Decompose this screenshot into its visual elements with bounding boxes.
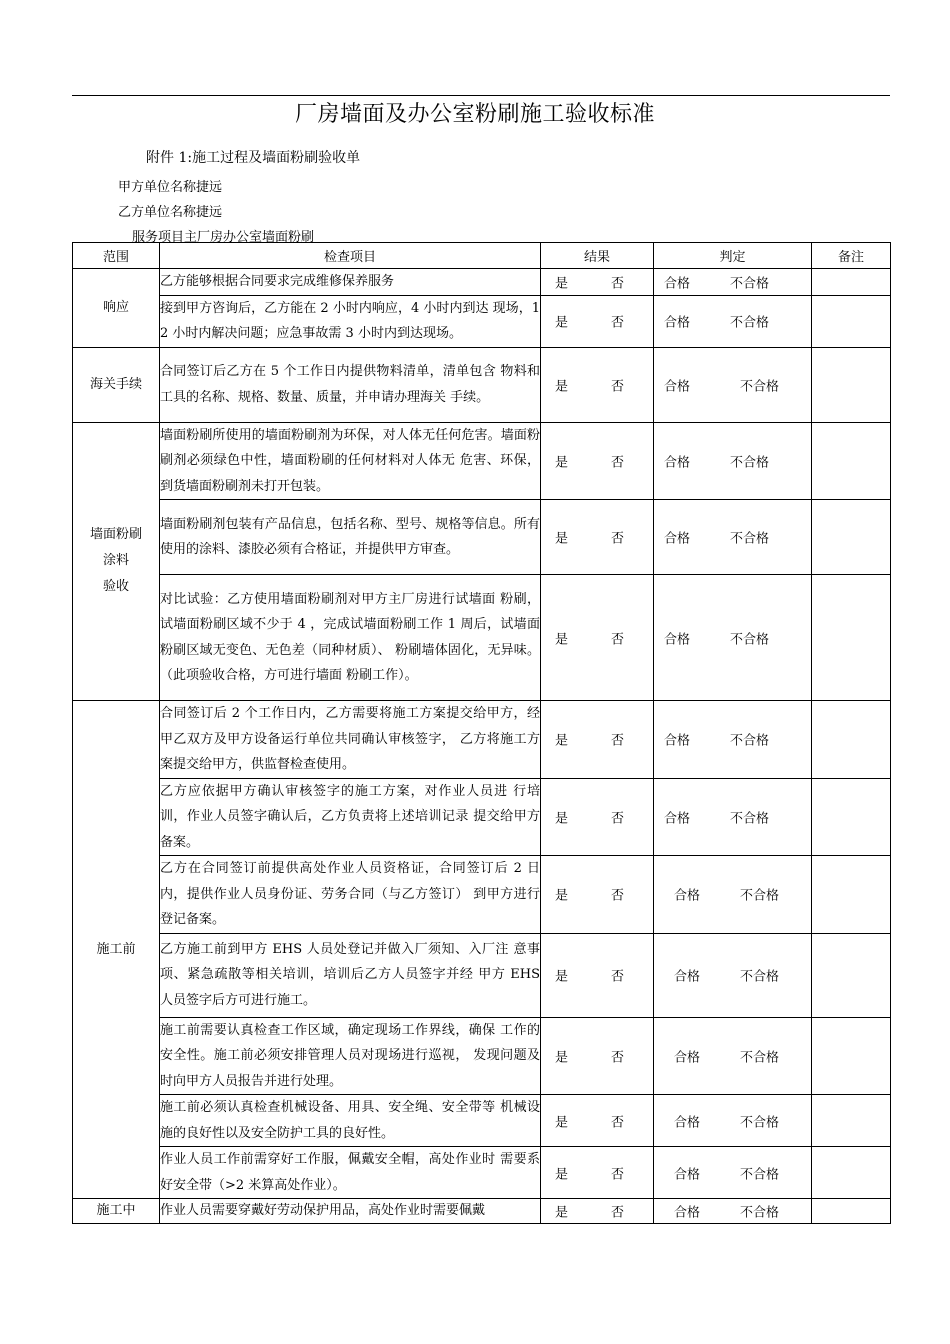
result-cell	[541, 1147, 654, 1199]
result-yes: 是	[555, 1205, 569, 1221]
result-yes: 是	[555, 455, 569, 471]
result-no: 否	[611, 733, 625, 749]
judgment-fail: 不合格	[740, 1050, 780, 1066]
check-item: 作业人员工作前需穿好工作服，佩戴安全帽，高处作业时 需要系好安全带（>2 米算高处作业）。	[160, 1147, 541, 1199]
remark-cell	[812, 500, 891, 575]
table-row	[73, 500, 891, 575]
result-cell	[541, 701, 654, 779]
result-no: 否	[611, 969, 625, 985]
scope-cell: 响应	[73, 269, 160, 348]
scope-line: 涂料	[102, 553, 129, 569]
judgment-pass: 合格	[674, 1167, 701, 1182]
table-row	[73, 295, 891, 347]
judgment-pass: 合格	[674, 1050, 701, 1066]
check-item: 接到甲方咨询后，乙方能在 2 小时内响应，4 小时内到达 现场，12 小时内解决问题；应急事故需 3 小时内到达现场。	[160, 295, 541, 347]
table-row	[73, 933, 891, 1017]
result-no: 否	[611, 888, 625, 904]
result-yes: 是	[555, 531, 569, 547]
remark-cell	[812, 1017, 891, 1095]
judgment-fail: 不合格	[730, 811, 770, 827]
judgment-fail: 不合格	[730, 276, 770, 292]
judgment-fail: 不合格	[740, 888, 780, 904]
result-yes: 是	[555, 811, 569, 827]
check-item: 墙面粉刷剂包装有产品信息，包括名称、型号、规格等信息。所有使用的涂料、漆胶必须有合格证，并提供甲方审查。	[160, 500, 541, 575]
result-yes: 是	[555, 1167, 569, 1182]
result-cell	[541, 1017, 654, 1095]
check-item: 乙方能够根据合同要求完成维修保养服务	[160, 269, 541, 296]
result-no: 否	[611, 315, 625, 331]
check-item: 合同签订后乙方在 5 个工作日内提供物料清单，清单包含 物料和工具的名称、规格、数量、质量，并申请办理海关 手续。	[160, 347, 541, 422]
result-cell	[541, 422, 654, 500]
judgment-cell	[654, 1199, 812, 1224]
result-yes: 是	[555, 276, 569, 292]
result-no: 否	[611, 1167, 625, 1182]
result-cell	[541, 778, 654, 856]
service-item-line: 服务项目主厂房办公室墙面粉刷	[132, 230, 315, 245]
check-item: 作业人员需要穿戴好劳动保护用品，高处作业时需要佩戴	[160, 1199, 541, 1224]
judgment-pass: 合格	[664, 531, 691, 547]
result-yes: 是	[555, 733, 569, 749]
judgment-fail: 不合格	[740, 1205, 780, 1221]
judgment-cell	[654, 575, 812, 701]
table-header-row	[73, 243, 891, 269]
remark-cell	[812, 1095, 891, 1147]
check-item: 对比试验：乙方使用墙面粉刷剂对甲方主厂房进行试墙面 粉刷，试墙面粉刷区域不少于 4 ，完成试墙面粉刷工作 1 周后，试墙面粉刷区域无变色、无色差（同种材质）、 粉刷墙体固化，无异味。（此项验收合格，方可进行墙面 粉刷工作）。	[160, 575, 541, 701]
judgment-pass: 合格	[674, 1115, 701, 1130]
result-no: 否	[611, 811, 625, 827]
check-item: 乙方应依据甲方确认审核签字的施工方案，对作业人员进 行培训，作业人员签字确认后，乙方负责将上述培训记录 提交给甲方备案。	[160, 778, 541, 856]
document-title: 厂房墙面及办公室粉刷施工验收标准	[294, 102, 655, 127]
remark-cell	[812, 933, 891, 1017]
judgment-fail: 不合格	[740, 969, 780, 985]
scope-cell: 施工中	[73, 1199, 160, 1224]
result-no: 否	[611, 1115, 625, 1130]
judgment-cell	[654, 347, 812, 422]
judgment-fail: 不合格	[730, 315, 770, 331]
result-cell	[541, 933, 654, 1017]
judgment-fail: 不合格	[730, 632, 770, 647]
check-item: 乙方在合同签订前提供高处作业人员资格证，合同签订后 2 日内，提供作业人员身份证、劳务合同（与乙方签订） 到甲方进行登记备案。	[160, 856, 541, 934]
result-no: 否	[611, 632, 625, 647]
judgment-cell	[654, 1095, 812, 1147]
remark-cell	[812, 1199, 891, 1224]
remark-cell	[812, 575, 891, 701]
table-row	[73, 575, 891, 701]
result-yes: 是	[555, 1050, 569, 1066]
table-row	[73, 778, 891, 856]
header-remark: 备注	[812, 243, 891, 269]
judgment-cell	[654, 1147, 812, 1199]
header-scope: 范围	[73, 243, 160, 269]
result-no: 否	[611, 276, 625, 292]
judgment-fail: 不合格	[730, 733, 770, 749]
party-b-line: 乙方单位名称捷远	[118, 205, 223, 220]
result-yes: 是	[555, 1115, 569, 1130]
judgment-pass: 合格	[664, 632, 691, 647]
scope-cell: 海关手续	[73, 347, 160, 422]
acceptance-table	[72, 242, 891, 1224]
remark-cell	[812, 269, 891, 296]
judgment-cell	[654, 422, 812, 500]
header-judgment: 判定	[654, 243, 812, 269]
judgment-cell	[654, 269, 812, 296]
table-row	[73, 269, 891, 296]
header-item: 检查项目	[160, 243, 541, 269]
judgment-pass: 合格	[674, 1205, 701, 1221]
result-cell	[541, 347, 654, 422]
judgment-cell	[654, 856, 812, 934]
judgment-pass: 合格	[674, 969, 701, 985]
judgment-pass: 合格	[664, 379, 691, 394]
check-item: 施工前需要认真检查工作区域，确定现场工作界线，确保 工作的安全性。施工前必须安排管理人员对现场进行巡视， 发现问题及时向甲方人员报告并进行处理。	[160, 1017, 541, 1095]
result-no: 否	[611, 1205, 625, 1221]
result-cell	[541, 1095, 654, 1147]
check-item: 合同签订后 2 个工作日内，乙方需要将施工方案提交给甲方，经甲乙双方及甲方设备运行单位共同确认审核签字， 乙方将施工方案提交给甲方，供监督检查使用。	[160, 701, 541, 779]
check-item: 乙方施工前到甲方 EHS 人员处登记并做入厂须知、入厂注 意事项、紧急疏散等相关培训，培训后乙方人员签字并经 甲方 EHS 人员签字后方可进行施工。	[160, 933, 541, 1017]
result-yes: 是	[555, 632, 569, 647]
judgment-cell	[654, 500, 812, 575]
judgment-cell	[654, 778, 812, 856]
judgment-pass: 合格	[664, 455, 691, 471]
judgment-cell	[654, 701, 812, 779]
result-yes: 是	[555, 969, 569, 985]
result-cell	[541, 295, 654, 347]
judgment-pass: 合格	[674, 888, 701, 904]
result-no: 否	[611, 531, 625, 547]
judgment-fail: 不合格	[740, 379, 780, 394]
remark-cell	[812, 422, 891, 500]
scope-line: 墙面粉刷	[89, 527, 142, 543]
judgment-fail: 不合格	[740, 1115, 780, 1130]
scope-cell: 施工前	[73, 701, 160, 1199]
judgment-pass: 合格	[664, 733, 691, 749]
party-a-line: 甲方单位名称捷远	[118, 180, 223, 195]
table-row	[73, 347, 891, 422]
result-yes: 是	[555, 315, 569, 331]
table-row	[73, 701, 891, 779]
table-row	[73, 1199, 891, 1224]
result-no: 否	[611, 379, 625, 394]
judgment-cell	[654, 1017, 812, 1095]
judgment-pass: 合格	[664, 276, 691, 292]
header-result: 结果	[541, 243, 654, 269]
table-row	[73, 1147, 891, 1199]
judgment-fail: 不合格	[730, 531, 770, 547]
result-no: 否	[611, 1050, 625, 1066]
result-cell	[541, 269, 654, 296]
table-row	[73, 1095, 891, 1147]
scope-cell	[73, 422, 160, 701]
judgment-cell	[654, 295, 812, 347]
judgment-pass: 合格	[664, 811, 691, 827]
check-item: 墙面粉刷所使用的墙面粉刷剂为环保，对人体无任何危害。墙面粉刷剂必须绿色中性，墙面粉刷的任何材料对人体无 危害、环保，到货墙面粉刷剂未打开包装。	[160, 422, 541, 500]
remark-cell	[812, 295, 891, 347]
remark-cell	[812, 1147, 891, 1199]
result-cell	[541, 500, 654, 575]
document-subtitle: 附件 1:施工过程及墙面粉刷验收单	[146, 150, 361, 166]
table-row	[73, 1017, 891, 1095]
judgment-fail: 不合格	[730, 455, 770, 471]
judgment-fail: 不合格	[740, 1167, 780, 1182]
table-row	[73, 422, 891, 500]
remark-cell	[812, 856, 891, 934]
result-cell	[541, 1199, 654, 1224]
result-no: 否	[611, 455, 625, 471]
remark-cell	[812, 778, 891, 856]
check-item: 施工前必须认真检查机械设备、用具、安全绳、安全带等 机械设施的良好性以及安全防护工具的良好性。	[160, 1095, 541, 1147]
result-cell	[541, 856, 654, 934]
result-cell	[541, 575, 654, 701]
judgment-cell	[654, 933, 812, 1017]
judgment-pass: 合格	[664, 315, 691, 331]
remark-cell	[812, 701, 891, 779]
result-yes: 是	[555, 379, 569, 394]
remark-cell	[812, 347, 891, 422]
table-row	[73, 856, 891, 934]
top-rule	[72, 95, 890, 96]
result-yes: 是	[555, 888, 569, 904]
scope-line: 验收	[102, 579, 129, 595]
